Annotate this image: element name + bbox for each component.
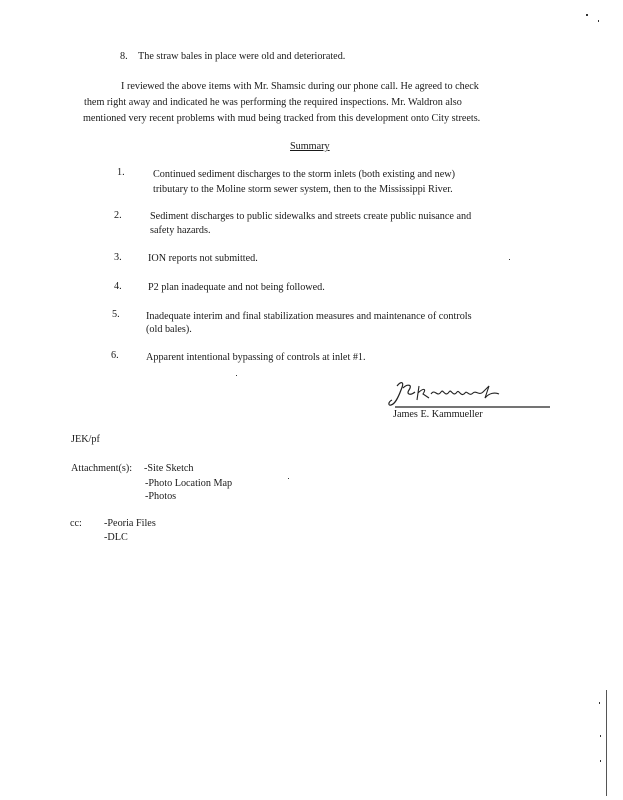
item-8-text: The straw bales in place were old and deteriorated. — [138, 51, 346, 62]
attachment-item: -Photos — [145, 491, 177, 502]
summary-item-3-line-1: ION reports not submitted. — [148, 253, 258, 264]
cc-item: -Peoria Files — [104, 518, 156, 529]
summary-item-4-number: 4. — [114, 281, 122, 292]
summary-item-6-line-1: Apparent intentional bypassing of controls at inlet #1. — [146, 352, 366, 363]
scan-speck — [598, 20, 599, 22]
scan-speck — [600, 735, 601, 737]
typist-initials: JEK/pf — [71, 434, 100, 445]
paragraph-line-2: them right away and indicated he was performing the required inspections. Mr. Waldron also — [84, 97, 462, 108]
summary-item-5-number: 5. — [112, 309, 120, 320]
scan-speck — [599, 702, 600, 704]
scan-speck — [288, 478, 289, 479]
summary-item-5-line-2: (old bales). — [146, 324, 192, 335]
summary-item-2-line-2: safety hazards. — [150, 225, 211, 236]
summary-item-1-number: 1. — [117, 167, 125, 178]
summary-item-5-line-1: Inadequate interim and final stabilization measures and maintenance of controls — [146, 311, 472, 322]
handwritten-signature — [385, 378, 555, 412]
scan-speck — [586, 14, 588, 16]
scan-speck — [600, 760, 601, 762]
attachment-item: -Site Sketch — [144, 463, 194, 474]
summary-item-2-line-1: Sediment discharges to public sidewalks and streets create public nuisance and — [150, 211, 472, 222]
paragraph-line-3: mentioned very recent problems with mud being tracked from this development onto City streets. — [83, 113, 481, 124]
scan-speck — [509, 259, 510, 260]
summary-item-1-line-1: Continued sediment discharges to the storm inlets (both existing and new) — [153, 169, 455, 180]
summary-item-4-line-1: P2 plan inadequate and not being followed. — [148, 282, 325, 293]
scan-speck — [236, 375, 237, 376]
scan-edge-mark — [606, 690, 607, 796]
summary-item-2-number: 2. — [114, 210, 122, 221]
summary-heading: Summary — [290, 141, 330, 152]
signatory-name: James E. Kammueller — [393, 409, 483, 420]
attachments-label: Attachment(s): — [71, 463, 133, 474]
attachment-item: -Photo Location Map — [145, 478, 233, 489]
item-8-number: 8. — [120, 51, 128, 62]
summary-item-1-line-2: tributary to the Moline storm sewer system, then to the Mississippi River. — [153, 184, 453, 195]
summary-item-3-number: 3. — [114, 252, 122, 263]
summary-item-6-number: 6. — [111, 350, 119, 361]
paragraph-line-1: I reviewed the above items with Mr. Shamsic during our phone call. He agreed to check — [121, 81, 479, 92]
cc-item: -DLC — [104, 532, 128, 543]
cc-label: cc: — [70, 518, 82, 529]
